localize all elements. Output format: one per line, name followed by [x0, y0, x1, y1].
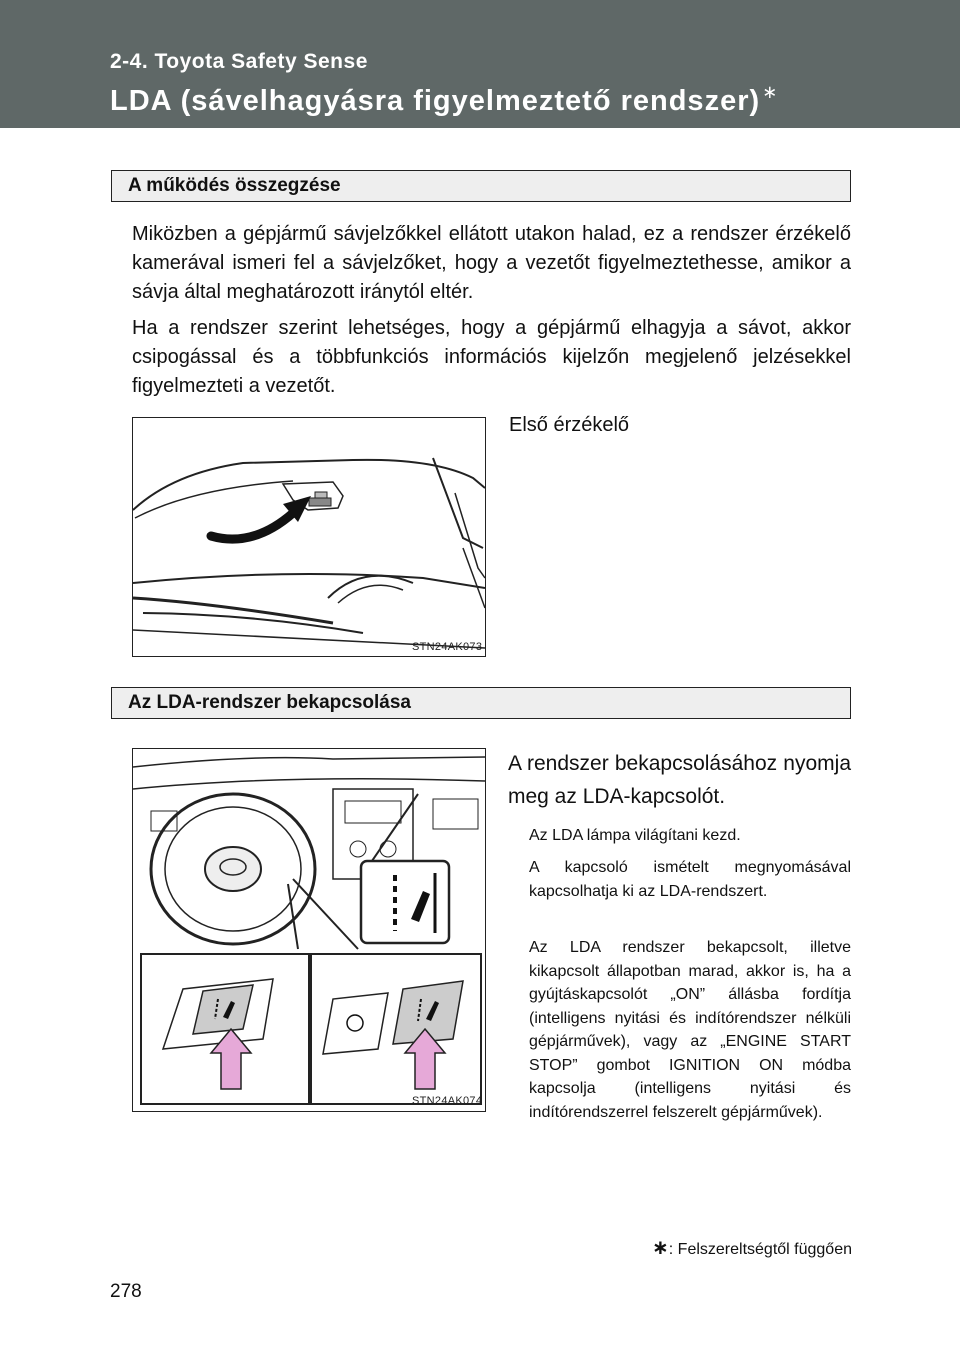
page-title-text: LDA (sávelhagyásra figyelmeztető rendszer): [110, 85, 761, 117]
figure-code-1: STN24AK073: [412, 641, 483, 653]
windshield-sensor-figure: [132, 417, 486, 657]
section-title: 2-4. Toyota Safety Sense: [110, 50, 368, 73]
footnote: [652, 1235, 852, 1260]
footnote-mark: ∗: [652, 1237, 669, 1259]
note-switch-off: A kapcsoló ismételt megnyomásával kapcsolhatja ki az LDA-rendszert.: [529, 859, 851, 900]
title-footnote-mark: ∗: [762, 82, 779, 102]
activation-heading: Az LDA-rendszer bekapcsolása: [111, 687, 851, 719]
page-title: [110, 82, 778, 118]
figure-code-2: STN24AK074: [412, 1095, 483, 1107]
note-state-retained: Az LDA rendszer bekapcsolt, illetve kikapcsolt állapotban marad, akkor is, ha a gyújtáskapcsolót „ON” állásba fordítja (intelligens nyitási és indítórendszer nélküli gépjárművek), vagy az „ENGINE START STOP” gombot IGNITION ON módba kapcsolja (intelligens nyitási és indítórendszerrel felszerelt gépjárművek).: [529, 939, 851, 1121]
activation-instruction: A rendszer bekapcsolásához nyomja meg az LDA-kapcsolót.: [508, 752, 851, 808]
summary-heading: A működés összegzése: [111, 170, 851, 202]
footnote-text: : Felszereltségtől függően: [668, 1241, 852, 1258]
windshield-illustration: [133, 418, 485, 656]
note-lamp-on: Az LDA lámpa világítani kezd.: [529, 827, 741, 844]
page-number: 278: [110, 1281, 142, 1302]
figure-caption-front-sensor: Első érzékelő: [509, 414, 630, 436]
page-header: [0, 0, 960, 128]
lda-switch-figure: [132, 748, 486, 1112]
summary-paragraph-1: Miközben a gépjármű sávjelzőkkel ellátott utakon halad, ez a rendszer érzékelő kamerával ismeri fel a sávjelzőket, hogy a vezetőt figyelmeztethesse, amikor a sávja által meghatározott iránytól eltér.: [132, 223, 851, 303]
dashboard-illustration: [133, 749, 485, 1111]
summary-paragraph-2: Ha a rendszer szerint lehetséges, hogy a gépjármű elhagyja a sávot, akkor csipogással és a többfunkciós információs kijelzőn megjelenő jelzésekkel figyelmezteti a vezetőt.: [132, 317, 851, 397]
